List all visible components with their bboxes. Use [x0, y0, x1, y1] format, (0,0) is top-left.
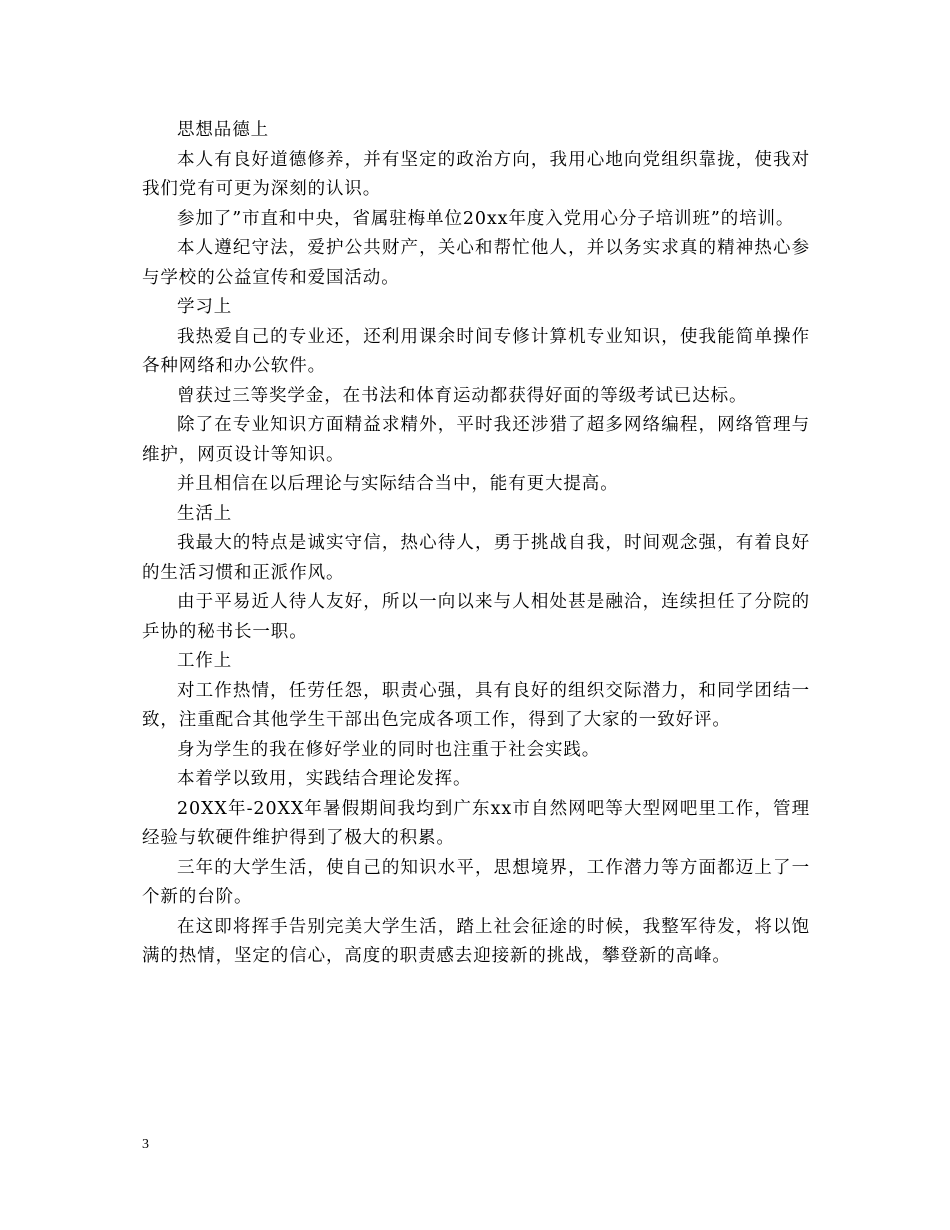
- paragraph: 本着学以致用，实践结合理论发挥。: [177, 769, 472, 789]
- paragraph: 我最大的特点是诚实守信，热心待人，勇于挑战自我，时间观念强，有着良好的生活习惯和正派作风。: [142, 533, 810, 583]
- paragraph: 参加了”市直和中央，省属驻梅单位20xx年度入党用心分子培训班”的培训。: [177, 208, 795, 229]
- paragraph: 我热爱自己的专业还，还利用课余时间专修计算机专业知识，使我能简单操作各种网络和办公软件。: [142, 326, 810, 376]
- paragraph: 身为学生的我在修好学业的同时也注重于社会实践。: [177, 739, 601, 760]
- paragraph: 曾获过三等奖学金，在书法和体育运动都获得好面的等级考试已达标。: [177, 385, 748, 406]
- page-number: 3: [142, 1137, 149, 1152]
- paragraph: 对工作热情，任劳任怨，职责心强，具有良好的组织交际潜力，和同学团结一致，注重配合其他学生干部出色完成各项工作，得到了大家的一致好评。: [142, 680, 810, 730]
- paragraph: 除了在专业知识方面精益求精外，平时我还涉猎了超多网络编程，网络管理与维护，网页设计等知识。: [142, 415, 810, 465]
- section-heading-study: 学习上: [177, 297, 233, 317]
- paragraph: 在这即将挥手告别完美大学生活，踏上社会征途的时候，我整军待发，将以饱满的热情，坚定的信心，高度的职责感去迎接新的挑战，攀登新的高峰。: [142, 916, 810, 966]
- document-body: [142, 116, 810, 972]
- section-heading-life: 生活上: [177, 503, 233, 524]
- section-heading-moral: 思想品德上: [177, 120, 269, 140]
- paragraph: 并且相信在以后理论与实际结合当中，能有更大提高。: [177, 474, 619, 494]
- section-heading-work: 工作上: [177, 651, 233, 671]
- paragraph: 本人有良好道德修养，并有坚定的政治方向，我用心地向党组织靠拢，使我对我们党有可更为深刻的认识。: [142, 149, 810, 199]
- paragraph: 三年的大学生活，使自己的知识水平，思想境界，工作潜力等方面都迈上了一个新的台阶。: [142, 857, 810, 907]
- paragraph: 由于平易近人待人友好，所以一向以来与人相处甚是融洽，连续担任了分院的乒协的秘书长一职。: [142, 592, 810, 642]
- paragraph: 本人遵纪守法，爱护公共财产，关心和帮忙他人，并以务实求真的精神热心参与学校的公益宣传和爱国活动。: [142, 238, 810, 288]
- paragraph: 20XX年-20XX年暑假期间我均到广东xx市自然网吧等大型网吧里工作，管理经验与软硬件维护得到了极大的积累。: [142, 798, 810, 848]
